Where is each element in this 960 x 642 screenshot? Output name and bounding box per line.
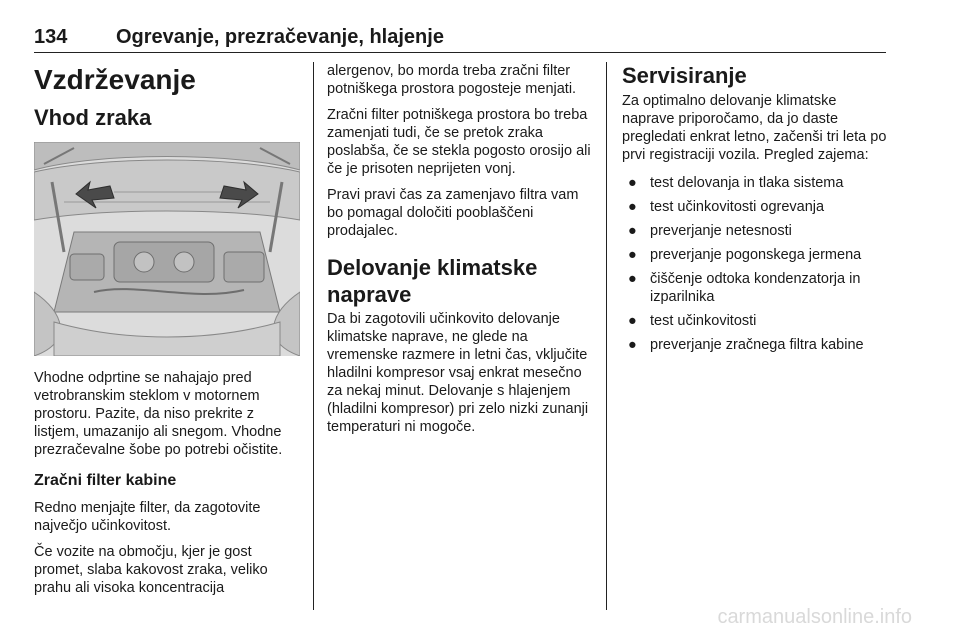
dealer-paragraph: Pravi pravi čas za zamenjavo filtra vam bo pomagal določiti pooblaščeni prodajalec.	[327, 187, 579, 239]
bullet-icon: ●	[628, 247, 637, 263]
column-divider-2	[606, 62, 607, 610]
list-item: ● preverjanje zračnega filtra kabine	[628, 337, 864, 353]
column-divider-1	[313, 62, 314, 610]
ac-operation-paragraph: Da bi zagotovili učinkovito delovanje klimatske naprave, ne glede na vremenske razmere in letni čas, vključite hladilni kompresor vsaj enkrat mesečno za nekaj minut. Delovanje s hlajenjem (hladilni kompresor) pri zelo nizki zunanji temperaturi ni mogoče.	[327, 311, 589, 435]
servicing-heading: Servisiranje	[622, 63, 747, 88]
list-item: ● preverjanje netesnosti	[628, 223, 792, 239]
column-1	[34, 62, 300, 605]
filter-replacement-paragraph: Zračni filter potniškega prostora bo treba zamenjati tudi, če se pretok zraka poslabša, če se stekla pogosto orosijo ali če je prisoten neprijeten vonj.	[327, 107, 591, 177]
list-item: ● test delovanja in tlaka sistema	[628, 175, 844, 191]
list-item: ● test učinkovitosti	[628, 313, 757, 329]
bullet-icon: ●	[628, 313, 637, 329]
chapter-title: Ogrevanje, prezračevanje, hlajenje	[116, 26, 444, 48]
bullet-icon: ●	[628, 199, 637, 215]
watermark: carmanualsonline.info	[717, 606, 912, 628]
list-item: ● preverjanje pogonskega jermena	[628, 247, 862, 263]
cabin-filter-paragraph-1: Redno menjajte filter, da zagotovite največjo učinkovitost.	[34, 500, 261, 534]
list-item: ● čiščenje odtoka kondenzatorja in izparilnika	[628, 271, 861, 305]
header-rule	[34, 52, 886, 53]
column-2	[327, 62, 595, 444]
cabin-filter-paragraph-2: Če vozite na območju, kjer je gost promet, slaba kakovost zraka, veliko prahu ali visoka koncentracija	[34, 544, 268, 596]
bullet-icon: ●	[628, 175, 637, 191]
ac-operation-heading: Delovanje klimatske naprave	[327, 255, 538, 307]
subsection-title: Vhod zraka	[34, 105, 152, 130]
section-title: Vzdrževanje	[34, 64, 196, 95]
column-3	[622, 62, 892, 360]
engine-bay-illustration	[34, 142, 300, 356]
list-item: ● test učinkovitosti ogrevanja	[628, 199, 825, 215]
bullet-icon: ●	[628, 337, 637, 353]
cabin-filter-heading: Zračni filter kabine	[34, 472, 177, 489]
bullet-icon: ●	[628, 271, 637, 287]
intake-paragraph: Vhodne odprtine se nahajajo pred vetrobranskim steklom v motornem prostoru. Pazite, da niso prekrite z listjem, umazanijo ali snegom. Vhodne prezračevalne šobe po potrebi očistite.	[34, 370, 283, 458]
inspection-list	[622, 174, 892, 354]
bullet-icon: ●	[628, 223, 637, 239]
page-number: 134	[34, 26, 68, 48]
servicing-intro: Za optimalno delovanje klimatske naprave priporočamo, da jo daste pregledati enkrat letno, začenši tri leta po prvi registraciji vozila. Pregled zajema:	[622, 93, 887, 163]
page-header	[34, 26, 886, 54]
filter-continuation-paragraph: alergenov, bo morda treba zračni filter potniškega prostora pogosteje menjati.	[327, 63, 577, 97]
